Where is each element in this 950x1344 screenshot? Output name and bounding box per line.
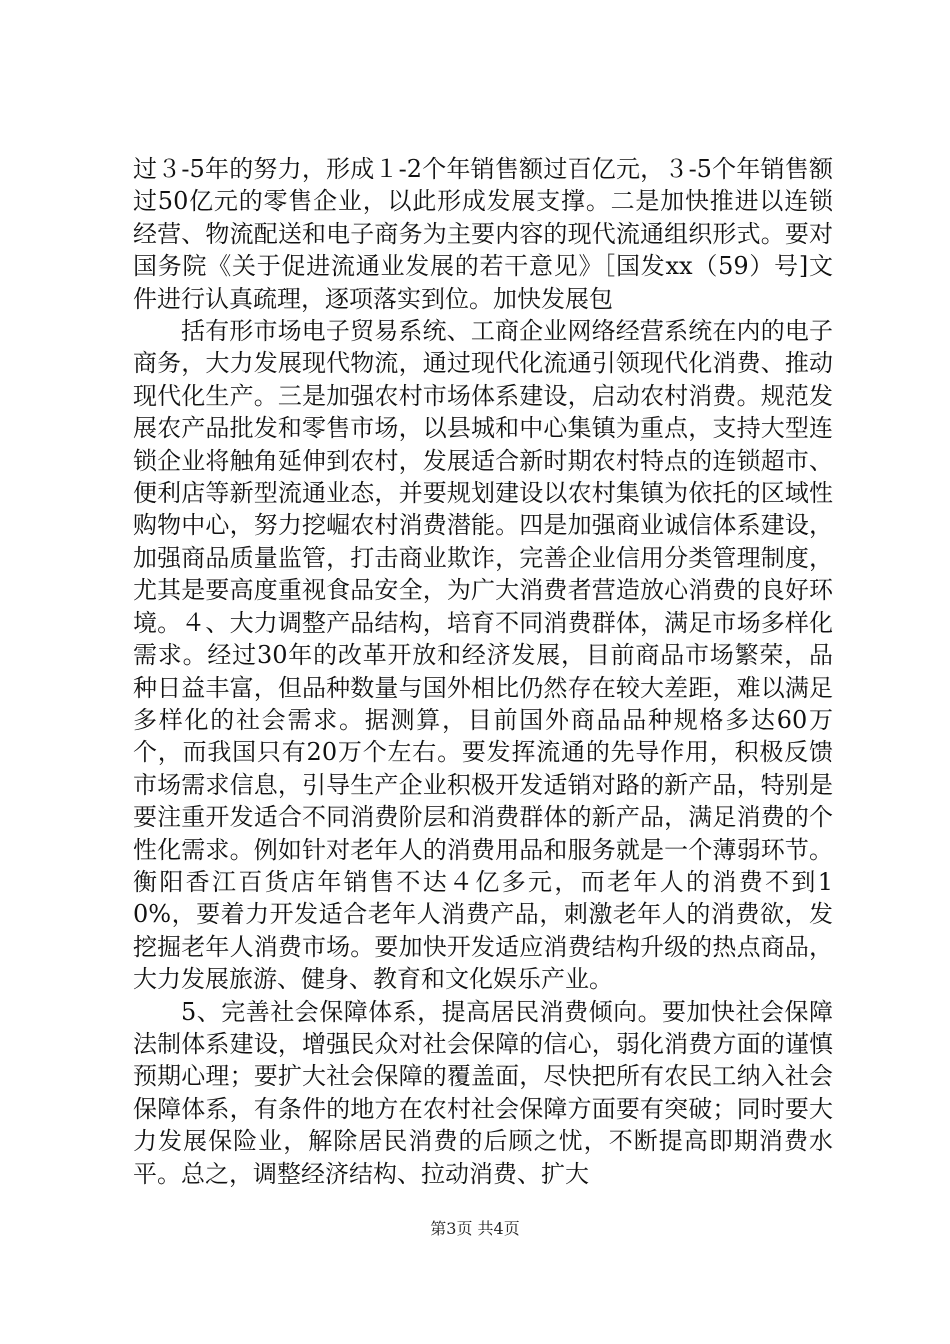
paragraph-1: 过３-5年的努力，形成１-2个年销售额过百亿元，３-5个年销售额过50亿元的零售企业，以此形成发展支撑。二是加快推进以连锁经营、物流配送和电子商务为主要内容的现代流通组织形式。要对国务院《关于促进流通业发展的若干意见》［国发xx（59）号]文件进行认真疏理，逐项落实到位。加快发展包 — [133, 155, 833, 313]
document-body — [133, 153, 833, 1190]
paragraph-3: 5、完善社会保障体系，提高居民消费倾向。要加快社会保障法制体系建设，增强民众对社会保障的信心，弱化消费方面的谨慎预期心理；要扩大社会保障的覆盖面，尽快把所有农民工纳入社会保障体系，有条件的地方在农村社会保障方面要有突破；同时要大力发展保险业，解除居民消费的后顾之忧，不断提高即期消费水平。总之，调整经济结构、拉动消费、扩大 — [133, 997, 833, 1188]
page-number-footer: 第3页 共4页 — [430, 1219, 520, 1238]
paragraph-2: 括有形市场电子贸易系统、工商企业网络经营系统在内的电子商务，大力发展现代物流，通过现代化流通引领现代化消费、推动现代化生产。三是加强农村市场体系建设，启动农村消费。规范发展农产品批发和零售市场，以县城和中心集镇为重点，支持大型连锁企业将触角延伸到农村，发展适合新时期农村特点的连锁超市、便利店等新型流通业态，并要规划建设以农村集镇为依托的区域性购物中心，努力挖崛农村消费潜能。四是加强商业诚信体系建设，加强商品质量监管，打击商业欺诈，完善企业信用分类管理制度，尤其是要高度重视食品安全，为广大消费者营造放心消费的良好环境。４、大力调整产品结构，培育不同消费群体，满足市场多样化需求。经过30年的改革开放和经济发展，目前商品市场繁荣，品种日益丰富，但品种数量与国外相比仍然存在较大差距，难以满足多样化的社会需求。据测算，目前国外商品品种规格多达60万个，而我国只有20万个左右。要发挥流通的先导作用，积极反馈市场需求信息，引导生产企业积极开发适销对路的新产品，特别是要注重开发适合不同消费阶层和消费群体的新产品，满足消费的个性化需求。例如针对老年人的消费用品和服务就是一个薄弱环节。衡阳香江百货店年销售不达４亿多元，而老年人的消费不到10%，要着力开发适合老年人消费产品，刺激老年人的消费欲，发挖掘老年人消费市场。要加快开发适应消费结构升级的热点商品，大力发展旅游、健身、教育和文化娱乐产业。 — [133, 317, 833, 994]
